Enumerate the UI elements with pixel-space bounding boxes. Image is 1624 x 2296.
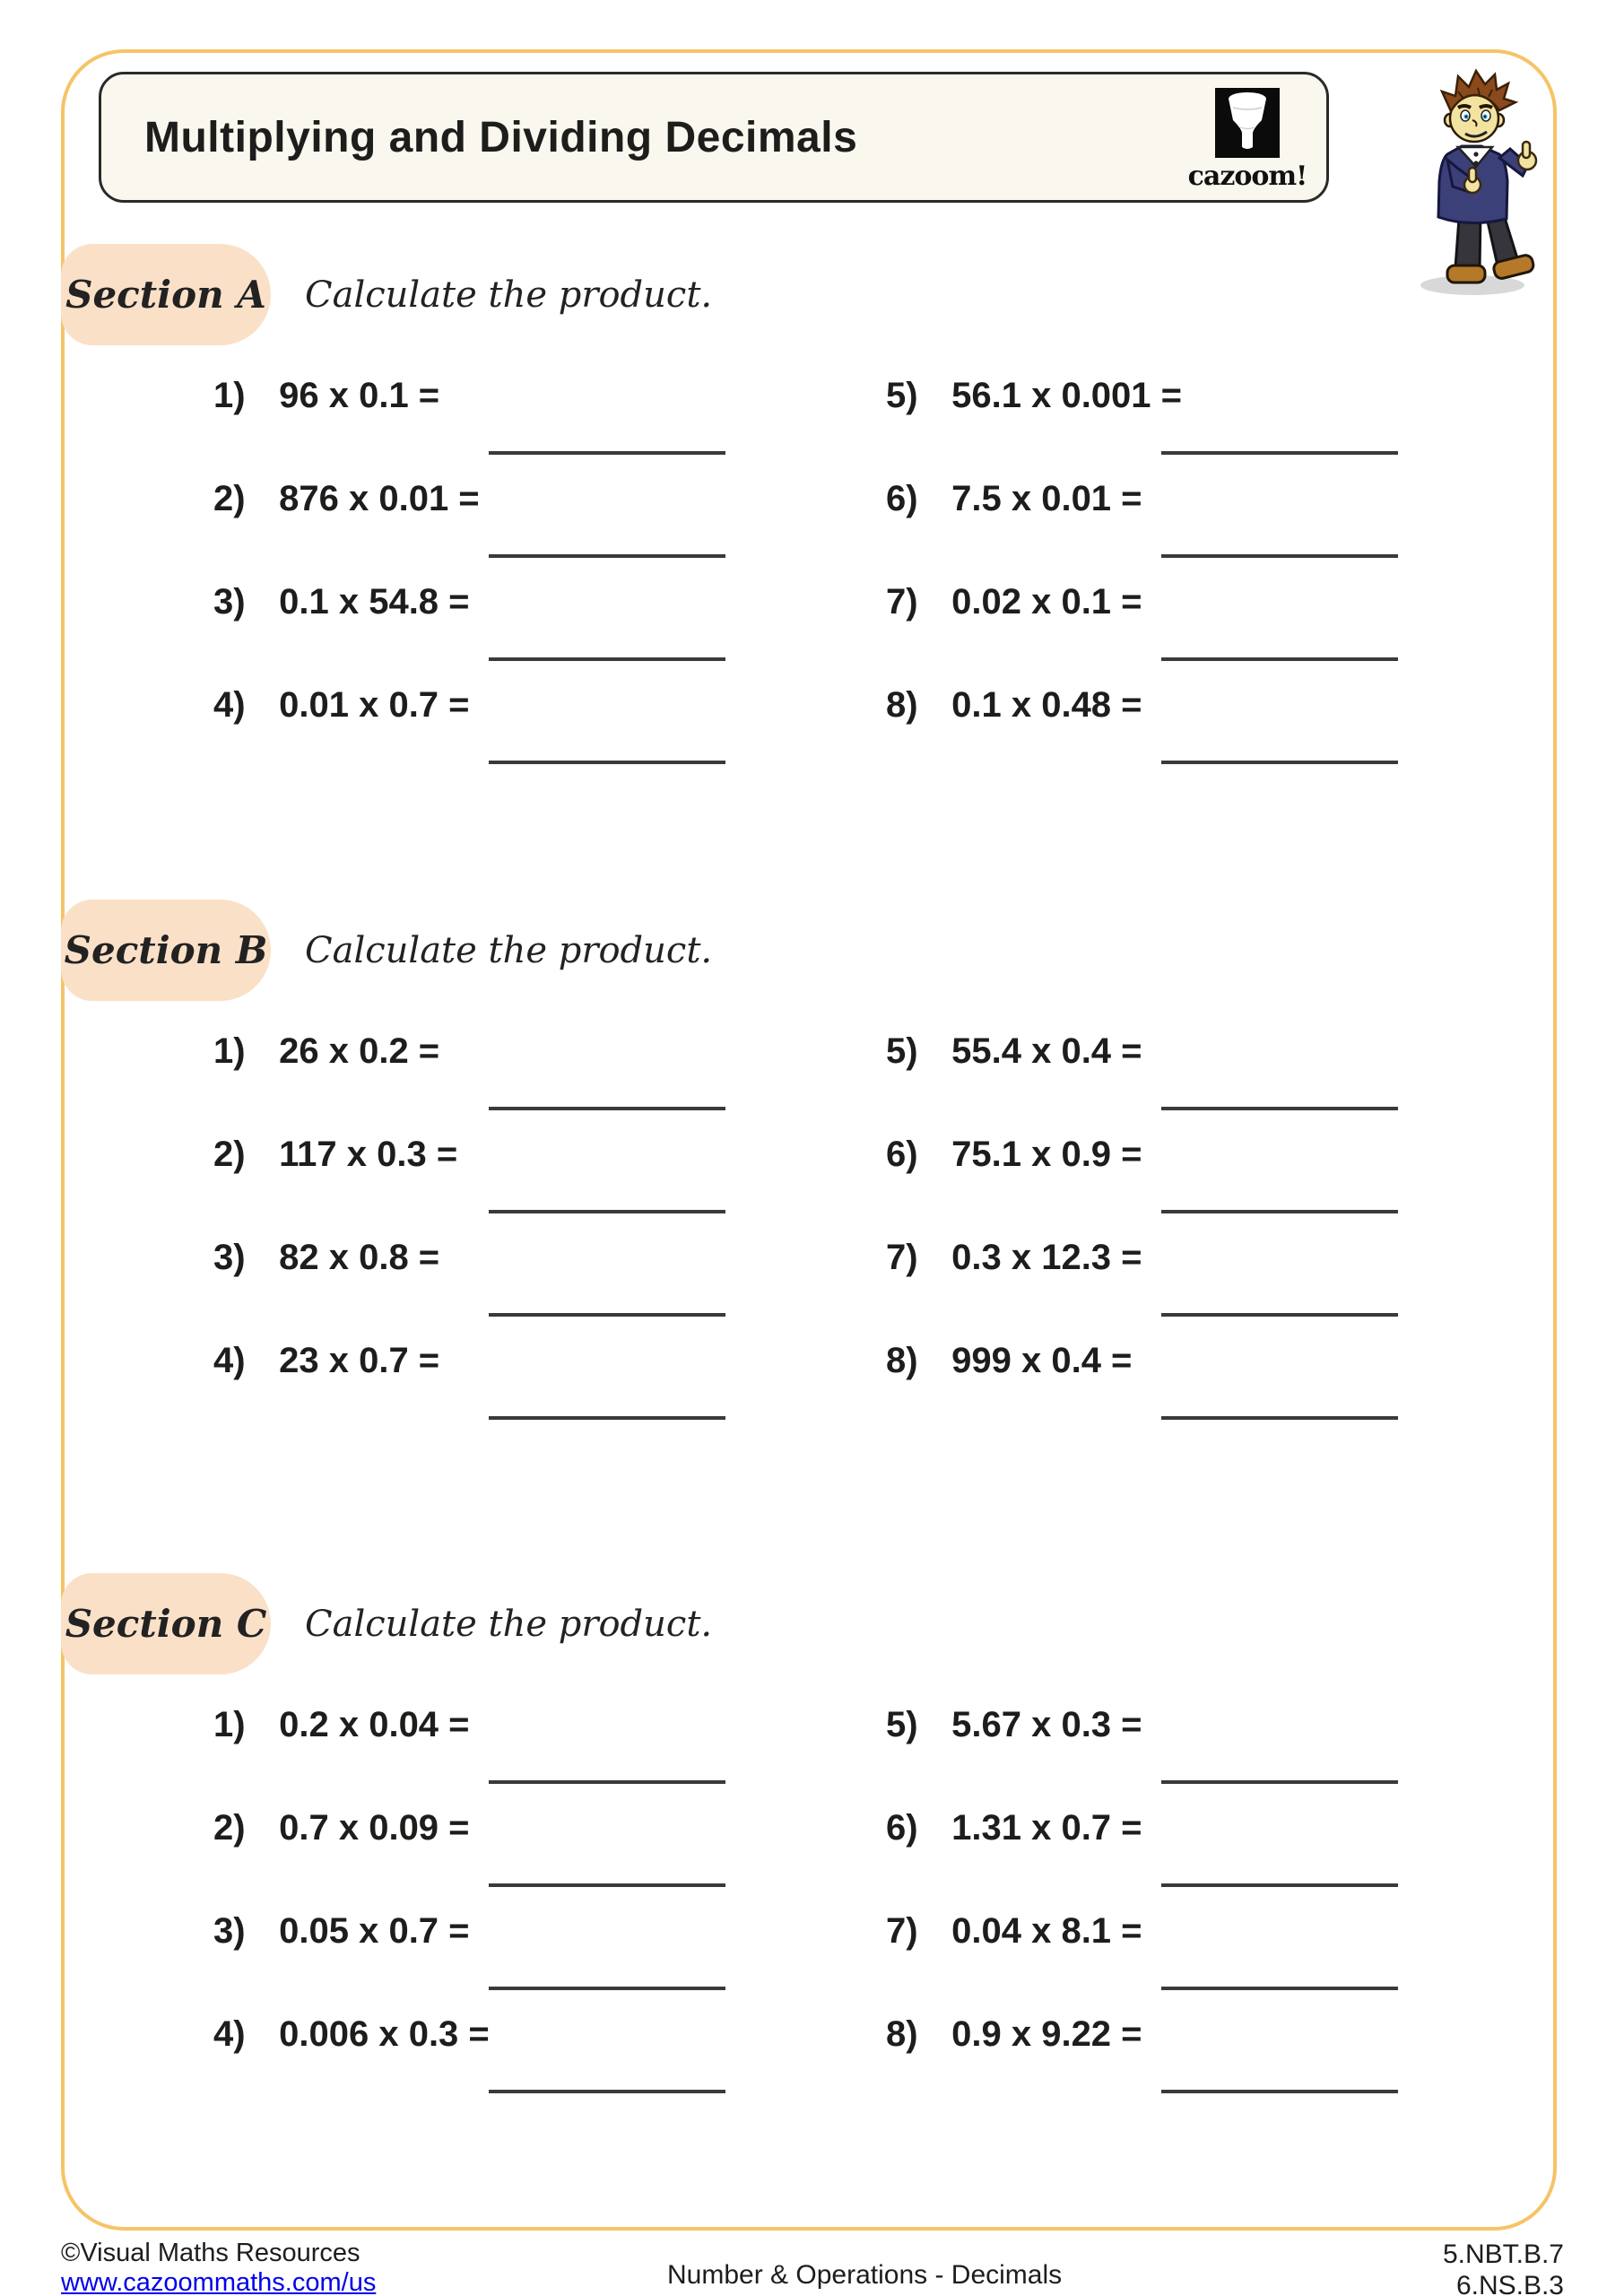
problem-number: 5) — [886, 1705, 918, 1744]
problem-number: 3) — [213, 1911, 246, 1951]
answer-line[interactable] — [1161, 2090, 1398, 2093]
problem-row — [213, 580, 789, 683]
answer-line[interactable] — [489, 761, 725, 764]
problem-number: 5) — [886, 376, 918, 415]
problem-number: 6) — [886, 479, 918, 518]
djembe-drum-icon — [1215, 88, 1280, 162]
answer-line[interactable] — [1161, 761, 1398, 764]
answer-line[interactable] — [1161, 1883, 1398, 1887]
problem-number: 5) — [886, 1031, 918, 1071]
problem-number: 8) — [886, 685, 918, 725]
problem-number: 7) — [886, 582, 918, 622]
problem-row — [886, 1236, 1462, 1339]
problem-row — [886, 2013, 1462, 2116]
problem-row — [213, 1236, 789, 1339]
problem-expression: 0.1 x 54.8 = — [279, 582, 470, 622]
problem-number: 7) — [886, 1238, 918, 1277]
answer-line[interactable] — [489, 554, 725, 558]
standard-code-1: 5.NBT.B.7 — [1442, 2239, 1564, 2269]
problem-expression: 0.9 x 9.22 = — [951, 2014, 1142, 2054]
answer-line[interactable] — [489, 451, 725, 455]
problem-number: 1) — [213, 376, 246, 415]
problem-row — [213, 683, 789, 787]
footer-website-link[interactable]: www.cazoommaths.com/us — [61, 2268, 377, 2296]
problem-expression: 23 x 0.7 = — [279, 1341, 440, 1380]
problems-grid — [213, 1030, 1462, 1442]
problem-number: 1) — [213, 1705, 246, 1744]
problem-expression: 876 x 0.01 = — [279, 479, 480, 518]
problem-row — [886, 683, 1462, 787]
answer-line[interactable] — [1161, 657, 1398, 661]
problem-row — [886, 1703, 1462, 1806]
problems-grid — [213, 374, 1462, 787]
problem-number: 6) — [886, 1808, 918, 1848]
problem-number: 1) — [213, 1031, 246, 1071]
problem-row — [213, 1030, 789, 1133]
problem-row — [213, 477, 789, 580]
problem-number: 6) — [886, 1135, 918, 1174]
answer-line[interactable] — [489, 1780, 725, 1784]
problem-number: 2) — [213, 1135, 246, 1174]
worksheet-title-box — [99, 72, 1329, 203]
problem-row — [886, 1339, 1462, 1442]
problem-row — [213, 1806, 789, 1909]
problem-expression: 999 x 0.4 = — [951, 1341, 1133, 1380]
section-pill — [61, 1573, 271, 1674]
problem-expression: 55.4 x 0.4 = — [951, 1031, 1142, 1071]
problem-number: 4) — [213, 685, 246, 725]
problem-expression: 0.01 x 0.7 = — [279, 685, 470, 725]
problem-expression: 0.05 x 0.7 = — [279, 1911, 470, 1951]
problem-number: 4) — [213, 2014, 246, 2054]
problem-number: 7) — [886, 1911, 918, 1951]
problem-number: 3) — [213, 582, 246, 622]
answer-line[interactable] — [489, 2090, 725, 2093]
footer-category: Number & Operations - Decimals — [667, 2260, 1063, 2290]
standard-code-2: 6.NS.B.3 — [1455, 2271, 1564, 2296]
problem-row — [886, 1133, 1462, 1236]
section-instruction: Calculate the product. — [305, 929, 713, 971]
problem-row — [886, 1806, 1462, 1909]
answer-line[interactable] — [1161, 1107, 1398, 1110]
answer-line[interactable] — [489, 1107, 725, 1110]
problem-number: 2) — [213, 479, 246, 518]
answer-line[interactable] — [1161, 554, 1398, 558]
problem-row — [213, 1133, 789, 1236]
section-instruction: Calculate the product. — [305, 274, 713, 316]
answer-line[interactable] — [489, 1313, 725, 1317]
problem-row — [886, 1909, 1462, 2013]
problem-row — [886, 374, 1462, 477]
problems-grid — [213, 1703, 1462, 2116]
answer-line[interactable] — [1161, 1416, 1398, 1420]
problem-expression: 0.1 x 0.48 = — [951, 685, 1142, 725]
problem-expression: 82 x 0.8 = — [279, 1238, 440, 1277]
problem-number: 3) — [213, 1238, 246, 1277]
problem-row — [213, 1703, 789, 1806]
answer-line[interactable] — [1161, 1780, 1398, 1784]
problem-expression: 0.7 x 0.09 = — [279, 1808, 470, 1848]
problem-row — [886, 580, 1462, 683]
answer-line[interactable] — [489, 1210, 725, 1213]
answer-line[interactable] — [1161, 1210, 1398, 1213]
problem-number: 8) — [886, 1341, 918, 1380]
logo-wordmark: cazoom! — [1187, 161, 1307, 192]
problem-number: 2) — [213, 1808, 246, 1848]
answer-line[interactable] — [489, 657, 725, 661]
problem-expression: 96 x 0.1 = — [279, 376, 440, 415]
answer-line[interactable] — [489, 1987, 725, 1990]
section-label: Section C — [65, 1602, 267, 1646]
problem-row — [886, 477, 1462, 580]
answer-line[interactable] — [489, 1416, 725, 1420]
answer-line[interactable] — [1161, 1987, 1398, 1990]
section-pill — [61, 900, 271, 1001]
problem-expression: 0.04 x 8.1 = — [951, 1911, 1142, 1951]
problem-row — [213, 1909, 789, 2013]
problem-expression: 7.5 x 0.01 = — [951, 479, 1142, 518]
problem-row — [213, 374, 789, 477]
problem-row — [213, 2013, 789, 2116]
answer-line[interactable] — [489, 1883, 725, 1887]
cazoom-logo — [1185, 82, 1310, 198]
section-label: Section B — [64, 928, 268, 972]
problem-expression: 75.1 x 0.9 = — [951, 1135, 1142, 1174]
problem-expression: 1.31 x 0.7 = — [951, 1808, 1142, 1848]
problem-expression: 0.3 x 12.3 = — [951, 1238, 1142, 1277]
problem-expression: 117 x 0.3 = — [279, 1135, 458, 1174]
section-pill — [61, 244, 271, 345]
problem-row — [213, 1339, 789, 1442]
problem-number: 8) — [886, 2014, 918, 2054]
page-title: Multiplying and Dividing Decimals — [144, 113, 858, 161]
problem-expression: 0.02 x 0.1 = — [951, 582, 1142, 622]
section-label: Section A — [65, 273, 266, 317]
answer-line[interactable] — [1161, 451, 1398, 455]
problem-row — [886, 1030, 1462, 1133]
answer-line[interactable] — [1161, 1313, 1398, 1317]
section-instruction: Calculate the product. — [305, 1603, 713, 1645]
problem-expression: 5.67 x 0.3 = — [951, 1705, 1142, 1744]
mascot-illustration — [1406, 65, 1546, 300]
footer-copyright: ©Visual Maths Resources — [61, 2239, 360, 2267]
problem-expression: 0.006 x 0.3 = — [279, 2014, 490, 2054]
problem-expression: 56.1 x 0.001 = — [951, 376, 1183, 415]
problem-number: 4) — [213, 1341, 246, 1380]
problem-expression: 26 x 0.2 = — [279, 1031, 440, 1071]
problem-expression: 0.2 x 0.04 = — [279, 1705, 470, 1744]
